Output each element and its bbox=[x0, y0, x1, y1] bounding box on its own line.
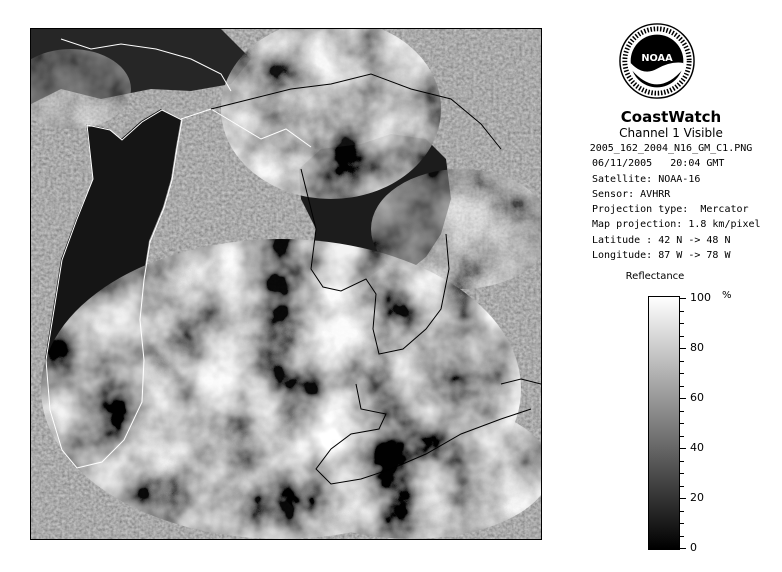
sensor-label: Sensor: AVHRR bbox=[592, 188, 671, 200]
map-projection-label: Map projection: 1.8 km/pixel bbox=[592, 219, 761, 231]
colorbar-tick bbox=[680, 386, 684, 387]
filename: 2005_162_2004_N16_GM_C1.PNG bbox=[589, 143, 753, 154]
satellite-label: Satellite: NOAA-16 bbox=[592, 173, 701, 185]
colorbar-tick bbox=[680, 373, 684, 374]
satellite-image bbox=[30, 28, 542, 540]
colorbar-tick bbox=[680, 423, 684, 424]
colorbar-tick-label: 100 bbox=[690, 291, 711, 304]
cloud-cover bbox=[31, 29, 542, 540]
colorbar-tick-label: 80 bbox=[690, 341, 704, 354]
latitude-label: Latitude : 42 N -> 48 N bbox=[592, 234, 731, 246]
colorbar-tick bbox=[680, 298, 686, 299]
colorbar-tick bbox=[680, 523, 684, 524]
colorbar-tick bbox=[680, 323, 684, 324]
colorbar bbox=[648, 296, 680, 550]
colorbar-tick-label: 60 bbox=[690, 391, 704, 404]
colorbar-tick bbox=[680, 473, 684, 474]
colorbar-unit: % bbox=[722, 290, 732, 301]
longitude-label: Longitude: 87 W -> 78 W bbox=[592, 250, 731, 262]
colorbar-tick bbox=[680, 548, 686, 549]
channel-subtitle: Channel 1 Visible bbox=[619, 126, 723, 140]
colorbar-tick bbox=[680, 536, 684, 537]
colorbar-tick bbox=[680, 348, 686, 349]
colorbar-title: Reflectance bbox=[625, 271, 685, 282]
colorbar-tick bbox=[680, 498, 686, 499]
satellite-map-svg bbox=[31, 29, 542, 540]
colorbar-tick bbox=[680, 511, 684, 512]
logo-text: NOAA bbox=[641, 53, 673, 64]
colorbar-tick bbox=[680, 436, 684, 437]
panel-title: CoastWatch bbox=[620, 108, 722, 126]
colorbar-tick-label: 20 bbox=[690, 491, 704, 504]
noaa-seal-icon bbox=[618, 22, 696, 100]
colorbar-tick bbox=[680, 336, 684, 337]
colorbar-tick bbox=[680, 461, 684, 462]
colorbar-tick bbox=[680, 448, 686, 449]
info-panel bbox=[560, 108, 782, 263]
colorbar-tick-label: 40 bbox=[690, 441, 704, 454]
colorbar-tick-label: 0 bbox=[690, 541, 697, 554]
colorbar-tick bbox=[680, 486, 684, 487]
colorbar-tick bbox=[680, 411, 684, 412]
colorbar-tick bbox=[680, 311, 684, 312]
colorbar-tick bbox=[680, 398, 686, 399]
colorbar-tick bbox=[680, 361, 684, 362]
projection-type-label: Projection type: Mercator bbox=[592, 204, 749, 216]
datetime: 06/11/2005 20:04 GMT bbox=[592, 158, 725, 170]
